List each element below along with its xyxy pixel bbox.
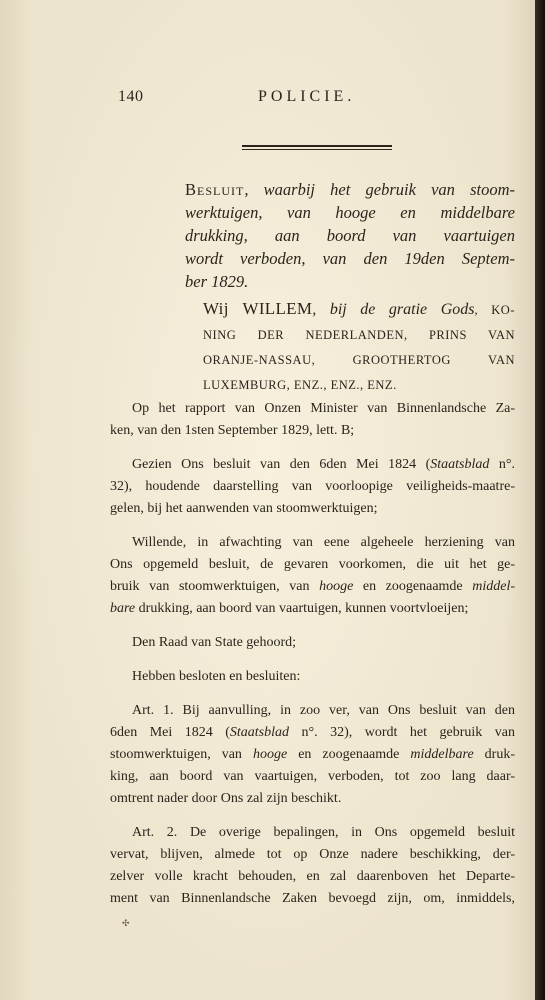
title-line: wordt verboden, van den 19den Septem- xyxy=(185,249,515,268)
paragraph-raad: Den Raad van State gehoord; xyxy=(132,635,297,650)
book-spine xyxy=(535,0,545,1000)
paragraph-besluiten: Hebben besloten en besluiten: xyxy=(132,669,301,684)
proclamation-line: NING DER NEDERLANDEN, PRINS VAN xyxy=(203,328,515,342)
article-1: Art. 1. Bij aanvulling, in zoo ver, van Ons besluit van den 6den Mei 1824 (Staatsblad n°. 32), wordt het gebruik van stoomwerktuigen, van hooge en zoogenaamde middelbare druk- king, aan boord van vaartuigen, verboden, tot zoo lang daar- omtrent nader door Ons zal zijn beschikt. xyxy=(110,703,515,806)
title-line: ber 1829. xyxy=(185,272,249,291)
proclamation-line: ORANJE-NASSAU, GROOTHERTOG VAN xyxy=(203,353,515,367)
proclamation-line: LUXEMBURG, ENZ., ENZ., ENZ. xyxy=(203,378,397,392)
proclamation-line: Wij WILLEM, bij de gratie Gods, KO- xyxy=(203,299,516,318)
page-number: 140 xyxy=(118,88,144,105)
running-head: POLICIE. xyxy=(258,88,356,105)
paragraph-rapport: Op het rapport van Onzen Minister van Binnenlandsche Za- ken, van den 1sten September 1829, lett. B; xyxy=(110,401,515,438)
title-line: drukking, aan boord van vaartuigen xyxy=(185,226,515,245)
page-header xyxy=(118,88,378,110)
article-2: Art. 2. De overige bepalingen, in Ons opgemeld besluit vervat, blijven, almede tot op Onze nadere beschikking, der- zelver volle kracht behouden, en zal daarenboven het Departe- ment van Binnenlandsche Zaken bevoegd zijn, om, inmiddels, xyxy=(110,825,515,906)
title-line: Besluit, waarbij het gebruik van stoom- xyxy=(185,180,515,199)
header-rule xyxy=(242,145,392,147)
paragraph-willende: Willende, in afwachting van eene algeheele herziening van Ons opgemeld besluit, de gevaren voorkomen, die uit het ge- bruik van stoomwerktuigen, van hooge en zoogenaamde middel- bare drukking, aan boord van vaartuigen, kunnen voortvloeijen; xyxy=(110,535,515,616)
decree-title xyxy=(185,178,515,293)
title-lead: Besluit xyxy=(185,180,245,199)
decree-body xyxy=(110,398,515,922)
royal-proclamation xyxy=(203,296,515,398)
paragraph-gezien: Gezien Ons besluit van den 6den Mei 1824 (Staatsblad n°. 32), houdende daarstelling van voorloopige veiligheids-maatre- gelen, bij het aanwenden van stoomwerktuigen; xyxy=(110,457,515,516)
paper-speck-icon: ✣ xyxy=(122,918,130,928)
title-line: werktuigen, van hooge en middelbare xyxy=(185,203,515,222)
